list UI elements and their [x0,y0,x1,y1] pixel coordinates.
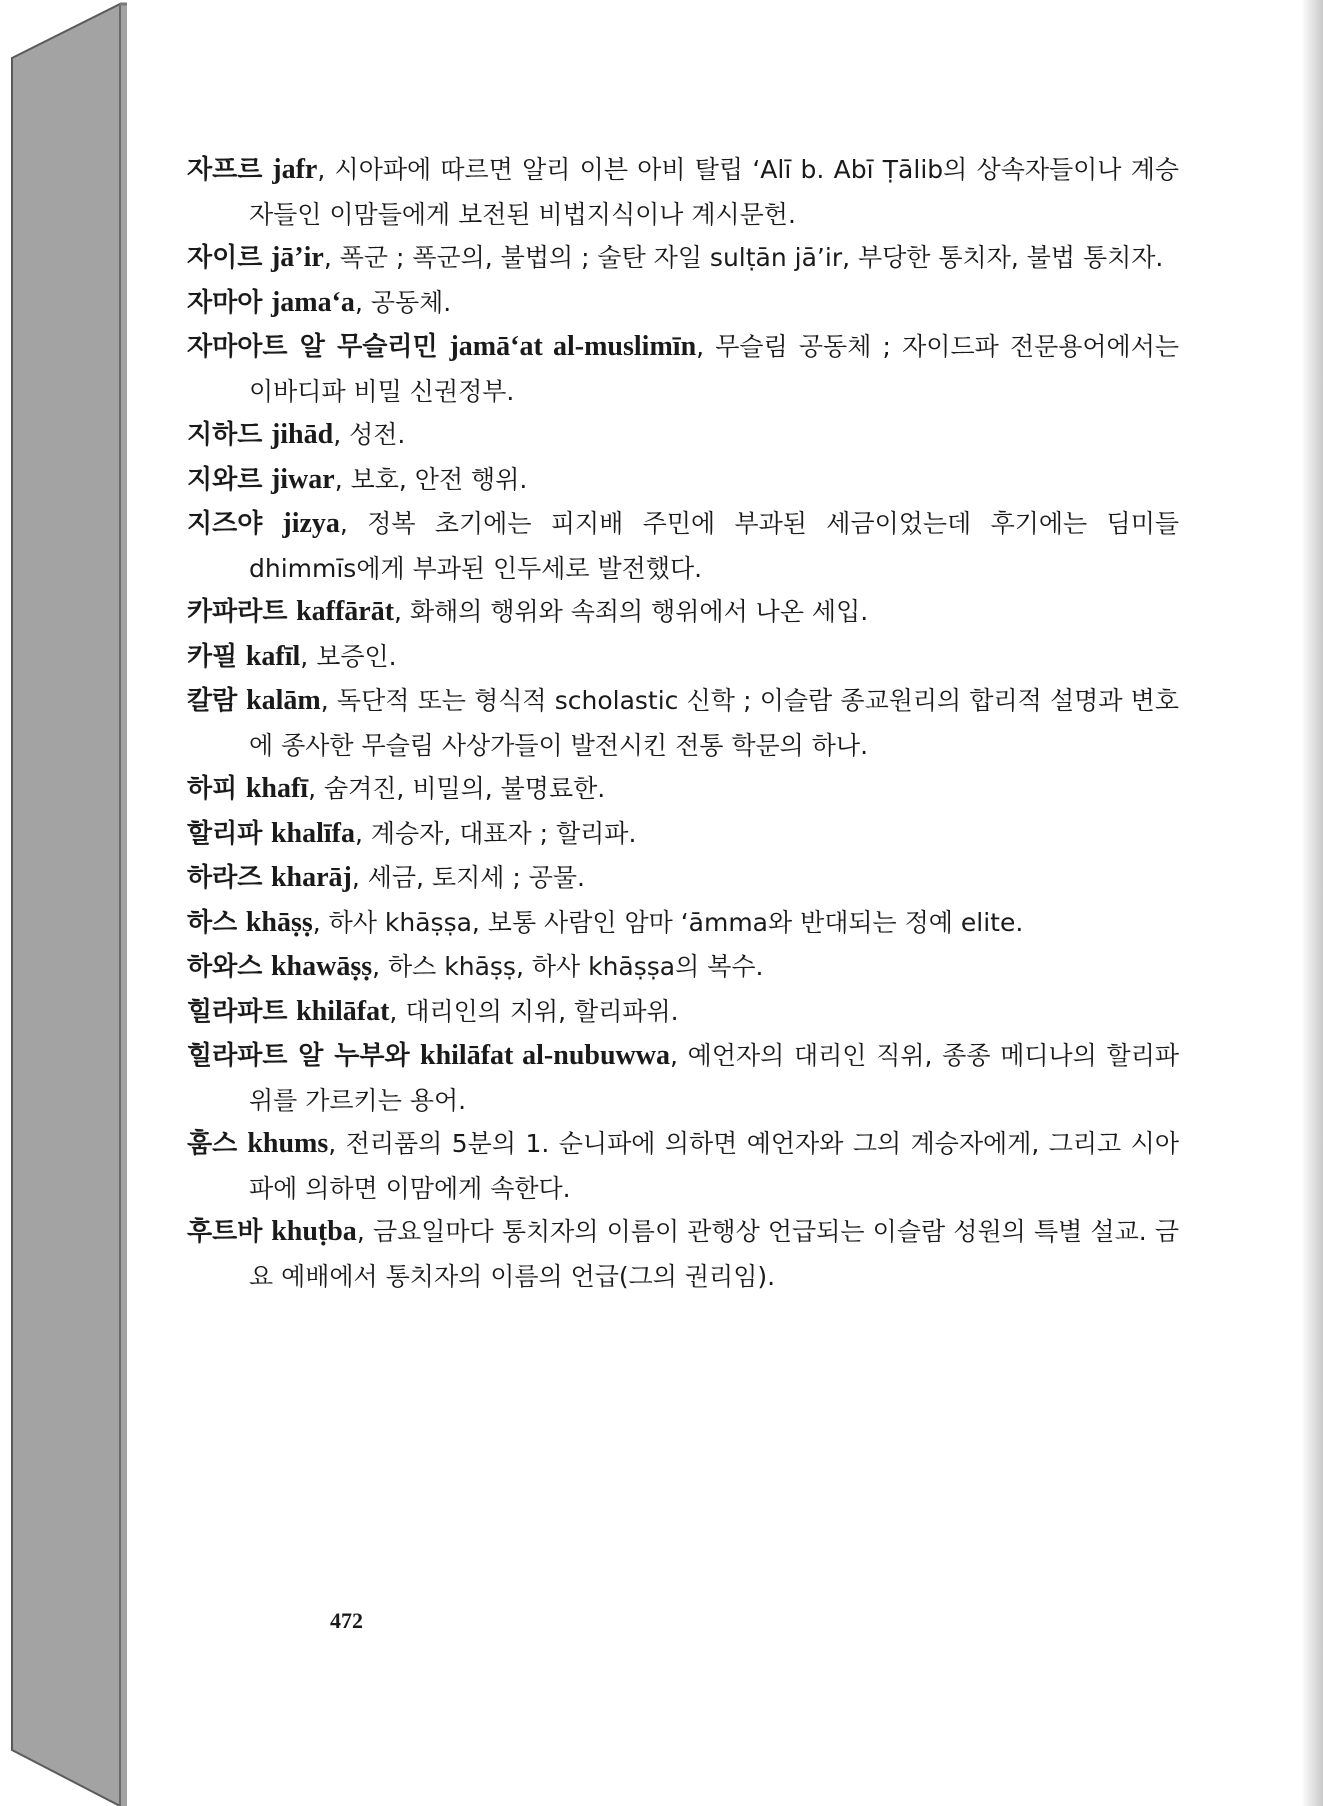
entry-transliteration: kalām [246,685,321,716]
entry-definition: , 예언자의 대리인 직위, 종종 메디나의 할리파위를 가르키는 용어. [249,1041,1179,1115]
glossary-entry [187,590,1179,635]
entry-transliteration: jā’ir [270,242,324,273]
entry-transliteration: jihād [270,419,334,450]
glossary-entry [187,236,1179,281]
entry-headword: 지와르 [187,464,263,495]
glossary-entry [187,635,1179,680]
entry-headword: 자마아트 알 무슬리민 [187,332,438,362]
entry-headword: 칼람 [187,686,238,716]
entry-transliteration: khawāṣṣ [270,951,373,982]
entry-transliteration: khalīfa [270,817,355,849]
glossary-entries [187,148,1179,1298]
glossary-entry [187,281,1179,326]
glossary-entry [187,901,1179,946]
glossary-entry [187,148,1179,236]
entry-headword: 지즈야 [187,509,263,539]
entry-definition: , 독단적 또는 형식적 scholastic 신학 ; 이슬람 종교원리의 합리적 설명과 변호에 종사한 무슬림 사상가들이 발전시킨 전통 학문의 하나. [249,686,1179,760]
entry-headword: 힐라파트 [187,996,288,1027]
entry-headword: 힐라파트 알 누부와 [187,1041,410,1071]
glossary-entry [187,502,1179,590]
entry-definition: , 시아파에 따르면 알리 이븐 아비 탈립 ‘Alī b. Abī Ṭālib의 상속자들이나 계승자들인 이맘들에게 보전된 비법지식이나 계시문헌. [249,155,1179,229]
entry-definition: , 성전. [333,420,406,449]
glossary-entry [187,458,1179,503]
entry-definition: , 무슬림 공동체 ; 자이드파 전문용어에서는 이바디파 비밀 신권정부. [249,332,1179,406]
entry-headword: 자이르 [187,243,263,273]
entry-definition: , 금요일마다 통치자의 이름이 관행상 언급되는 이슬람 성원의 특별 설교. 금요 예배에서 통치자의 이름의 언급(그의 권리임). [249,1217,1179,1291]
entry-definition: , 세금, 토지세 ; 공물. [351,863,585,892]
entry-definition: , 하사 khāṣṣa, 보통 사람인 암마 ‘āmma와 반대되는 정예 elite. [312,907,1024,937]
entry-headword: 자프르 [187,155,263,185]
entry-transliteration: khums [247,1128,329,1159]
entry-definition: , 화해의 행위와 속죄의 행위에서 나온 세입. [394,597,869,626]
entry-definition: , 정복 초기에는 피지배 주민에 부과된 세금이었는데 후기에는 딤미들 dhimmīs에게 부과된 인두세로 발전했다. [249,509,1179,583]
glossary-entry [187,945,1179,990]
entry-headword: 할리파 [187,818,263,849]
glossary-entry [187,812,1179,857]
entry-transliteration: kaffārāt [296,596,395,627]
glossary-entry [187,325,1179,413]
entry-definition: , 계승자, 대표자 ; 할리파. [354,818,637,848]
entry-definition: , 공동체. [354,287,452,317]
page-edge-shadow [1301,0,1323,1806]
entry-transliteration: khāṣṣ [245,906,313,938]
entry-headword: 훔스 [187,1129,238,1159]
entry-headword: 하와스 [187,952,263,982]
entry-transliteration: kharāj [270,862,352,893]
entry-definition: , 전리품의 5분의 1. 순니파에 의하면 예언자와 그의 계승자에게, 그리고 시아파에 의하면 이맘에게 속한다. [249,1129,1179,1203]
glossary-entry [187,1210,1179,1298]
page-number: 472 [330,1608,363,1633]
entry-transliteration: khafī [245,773,309,804]
entry-transliteration: jizya [282,508,340,539]
glossary-entry [187,679,1179,767]
entry-transliteration: khilāfat [296,995,390,1027]
entry-headword: 지하드 [187,420,263,450]
glossary-entry [187,1122,1179,1210]
entry-definition: , 대리인의 지위, 할리파위. [389,996,679,1026]
entry-definition: , 보증인. [300,641,397,671]
entry-definition: , 숨겨진, 비밀의, 불명료한. [308,774,606,803]
entry-transliteration: jiwar [270,463,335,495]
entry-headword: 하스 [187,907,238,938]
glossary-entry [187,767,1179,812]
entry-headword: 카파라트 [187,597,288,627]
entry-headword: 자마아 [187,287,263,318]
entry-headword: 하피 [187,774,238,804]
entry-transliteration: jamā‘at al-muslimīn [449,331,697,362]
entry-definition: , 하스 khāṣṣ, 하사 khāṣṣa의 복수. [372,952,764,981]
glossary-entry [187,1034,1179,1122]
entry-definition: , 보호, 안전 행위. [334,464,528,494]
entry-transliteration: jama‘a [270,286,355,318]
entry-transliteration: khilāfat al-nubuwwa [420,1040,670,1071]
glossary-entry [187,856,1179,901]
entry-headword: 하라즈 [187,863,263,893]
glossary-entry [187,990,1179,1035]
entry-headword: 카필 [187,641,238,672]
entry-headword: 후트바 [187,1217,263,1247]
entry-transliteration: kafīl [245,640,301,672]
entry-definition: , 폭군 ; 폭군의, 불법의 ; 술탄 자일 sulṭān jā’ir, 부당한 통치자, 불법 통치자. [323,243,1164,272]
glossary-entry [187,413,1179,458]
entry-transliteration: jafr [272,154,318,185]
entry-transliteration: khuṭba [271,1216,357,1247]
